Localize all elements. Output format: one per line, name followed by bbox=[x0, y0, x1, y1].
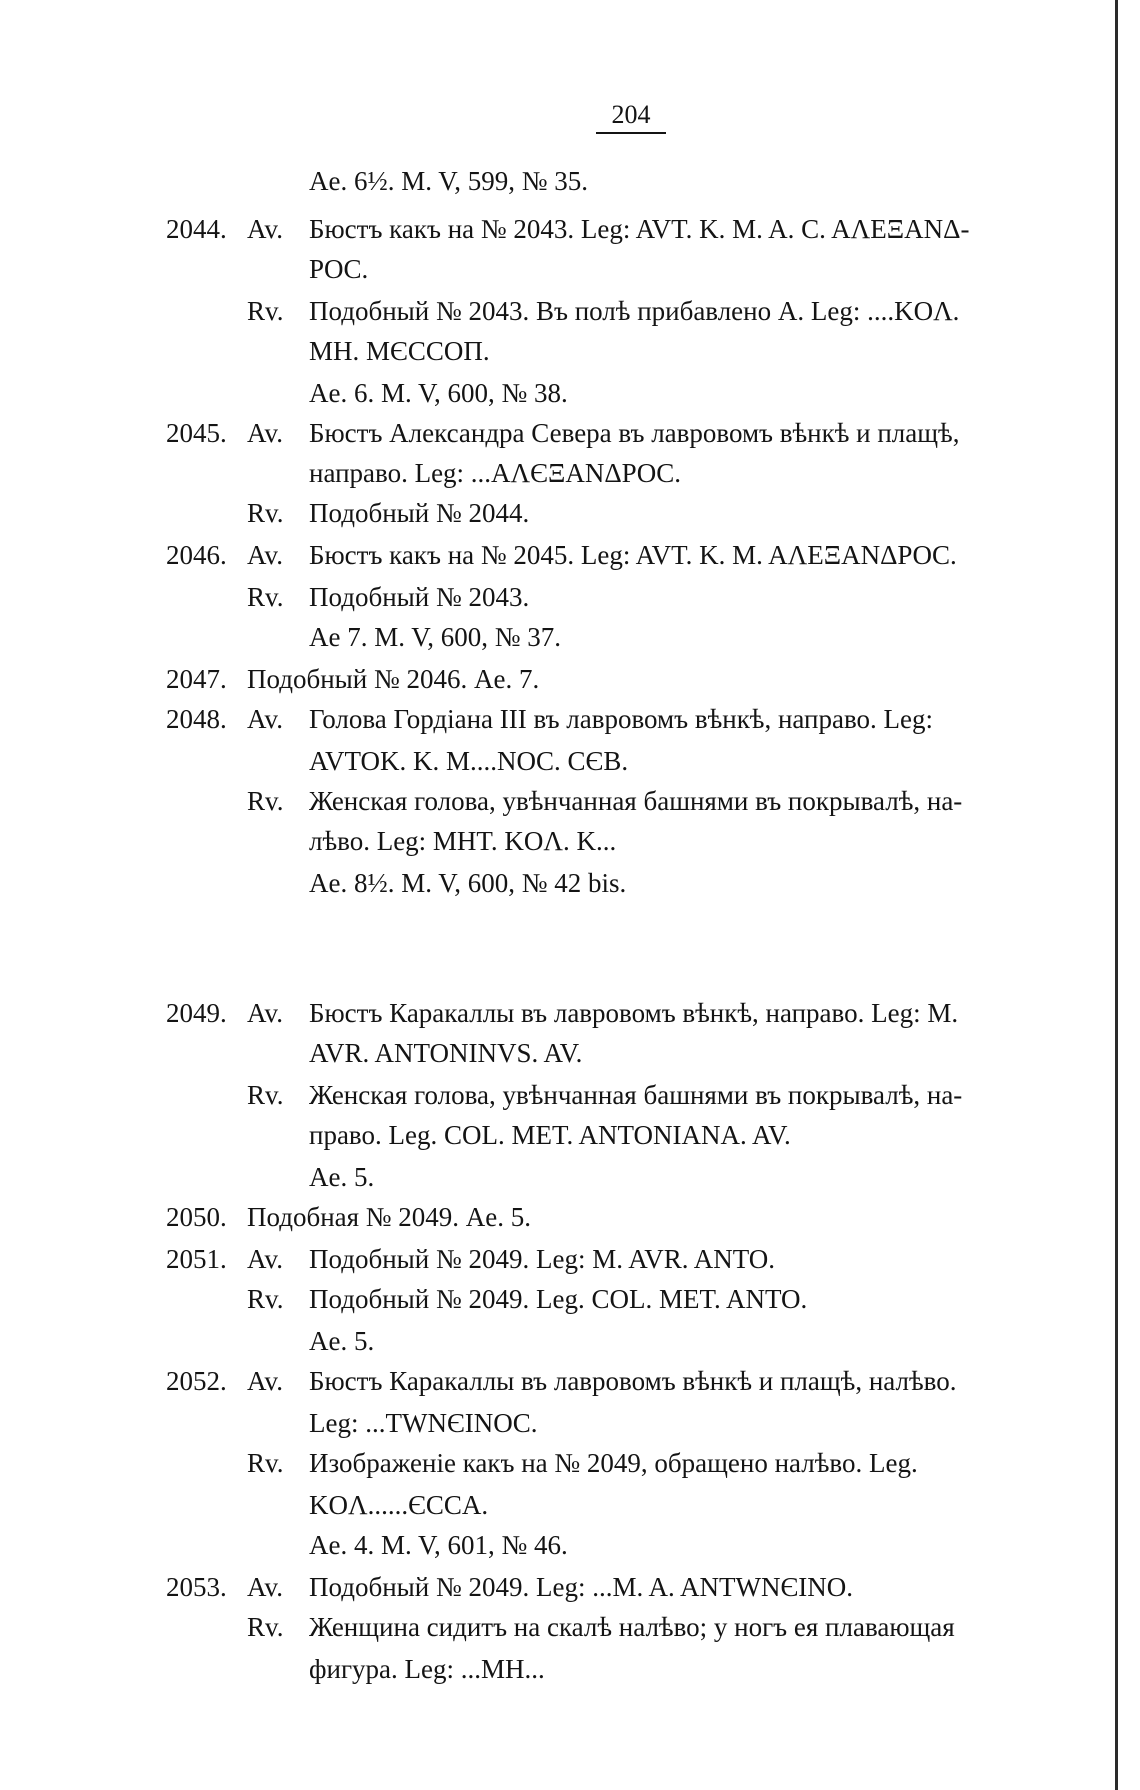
text-line: Изображеніе какъ на № 2049, обращено налѣво. Leg. bbox=[309, 1448, 918, 1478]
entry-number: 2046. bbox=[166, 540, 227, 570]
side-label: Rv. bbox=[247, 1612, 284, 1642]
text-line: право. Leg. COL. MET. ANTONIANA. AV. bbox=[309, 1120, 791, 1150]
entry-number: 2047. bbox=[166, 664, 227, 694]
side-label: Av. bbox=[247, 704, 283, 734]
side-label: Av. bbox=[247, 1572, 283, 1602]
text-line: Ae. 4. M. V, 601, № 46. bbox=[309, 1530, 568, 1560]
entry-number: 2051. bbox=[166, 1244, 227, 1274]
text-line: Подобный № 2046. Ae. 7. bbox=[247, 664, 540, 694]
text-line: Ae. 6. M. V, 600, № 38. bbox=[309, 378, 568, 408]
text-line: Ae. 8½. M. V, 600, № 42 bis. bbox=[309, 868, 627, 898]
side-label: Rv. bbox=[247, 296, 284, 326]
side-label: Av. bbox=[247, 1244, 283, 1274]
entry-number: 2045. bbox=[166, 418, 227, 448]
text-line: Подобный № 2043. Въ полѣ прибавлено А. Leg: ....KOΛ. bbox=[309, 296, 960, 326]
text-line: Подобный № 2043. bbox=[309, 582, 530, 612]
text-line: Leg: ...TWNЄINOC. bbox=[309, 1408, 538, 1438]
text-line: Подобный № 2049. Leg: ...M. A. ANTWNЄINO. bbox=[309, 1572, 854, 1602]
side-label: Av. bbox=[247, 1366, 283, 1396]
text-line: Бюстъ Каракаллы въ лавровомъ вѣнкѣ, направо. Leg: M. bbox=[309, 998, 959, 1028]
entry-number: 2044. bbox=[166, 214, 227, 244]
page-number: 204 bbox=[596, 98, 666, 134]
text-line: MH. MЄCCOΠ. bbox=[309, 336, 490, 366]
text-line: POC. bbox=[309, 254, 369, 284]
text-line: Подобный № 2049. Leg: M. AVR. ANTO. bbox=[309, 1244, 776, 1274]
text-line: KOΛ......ЄCCA. bbox=[309, 1490, 489, 1520]
side-label: Av. bbox=[247, 214, 283, 244]
text-line: Женская голова, увѣнчанная башнями въ покрывалѣ, на- bbox=[309, 786, 963, 816]
side-label: Av. bbox=[247, 418, 283, 448]
text-line: AVTOK. K. M....NOC. CЄB. bbox=[309, 746, 629, 776]
text-line: Ae. 5. bbox=[309, 1162, 375, 1192]
text-line: Ae. 6½. M. V, 599, № 35. bbox=[309, 166, 589, 196]
text-line: направо. Leg: ...AΛЄΞANΔPOC. bbox=[309, 458, 681, 488]
side-label: Av. bbox=[247, 540, 283, 570]
text-line: фигура. Leg: ...MH... bbox=[309, 1654, 545, 1684]
text-line: Бюстъ Каракаллы въ лавровомъ вѣнкѣ и плащѣ, налѣво. bbox=[309, 1366, 957, 1396]
side-label: Rv. bbox=[247, 582, 284, 612]
entry-number: 2049. bbox=[166, 998, 227, 1028]
side-label: Rv. bbox=[247, 1284, 284, 1314]
side-label: Rv. bbox=[247, 1080, 284, 1110]
side-label: Rv. bbox=[247, 498, 284, 528]
text-line: Женская голова, увѣнчанная башнями въ покрывалѣ, на- bbox=[309, 1080, 963, 1110]
entry-number: 2053. bbox=[166, 1572, 227, 1602]
entry-number: 2048. bbox=[166, 704, 227, 734]
page-edge bbox=[1115, 0, 1118, 1790]
side-label: Rv. bbox=[247, 1448, 284, 1478]
side-label: Av. bbox=[247, 998, 283, 1028]
text-line: AVR. ANTONINVS. AV. bbox=[309, 1038, 583, 1068]
entry-number: 2050. bbox=[166, 1202, 227, 1232]
text-line: Подобный № 2049. Leg. COL. MET. ANTO. bbox=[309, 1284, 808, 1314]
side-label: Rv. bbox=[247, 786, 284, 816]
entry-number: 2052. bbox=[166, 1366, 227, 1396]
text-line: Голова Гордіана III въ лавровомъ вѣнкѣ, направо. Leg: bbox=[309, 704, 934, 734]
text-line: Бюстъ какъ на № 2043. Leg: AVT. K. M. A. C. AΛEΞANΔ- bbox=[309, 214, 970, 244]
text-line: Подобная № 2049. Ae. 5. bbox=[247, 1202, 532, 1232]
text-line: лѣво. Leg: MHT. KOΛ. K... bbox=[309, 826, 617, 856]
text-line: Бюстъ какъ на № 2045. Leg: AVT. K. M. AΛEΞANΔPOC. bbox=[309, 540, 957, 570]
text-line: Ae 7. M. V, 600, № 37. bbox=[309, 622, 562, 652]
text-line: Ae. 5. bbox=[309, 1326, 375, 1356]
text-line: Бюстъ Александра Севера въ лавровомъ вѣнкѣ и плащѣ, bbox=[309, 418, 960, 448]
text-line: Женщина сидитъ на скалѣ налѣво; у ногъ ея плавающая bbox=[309, 1612, 955, 1642]
text-line: Подобный № 2044. bbox=[309, 498, 530, 528]
